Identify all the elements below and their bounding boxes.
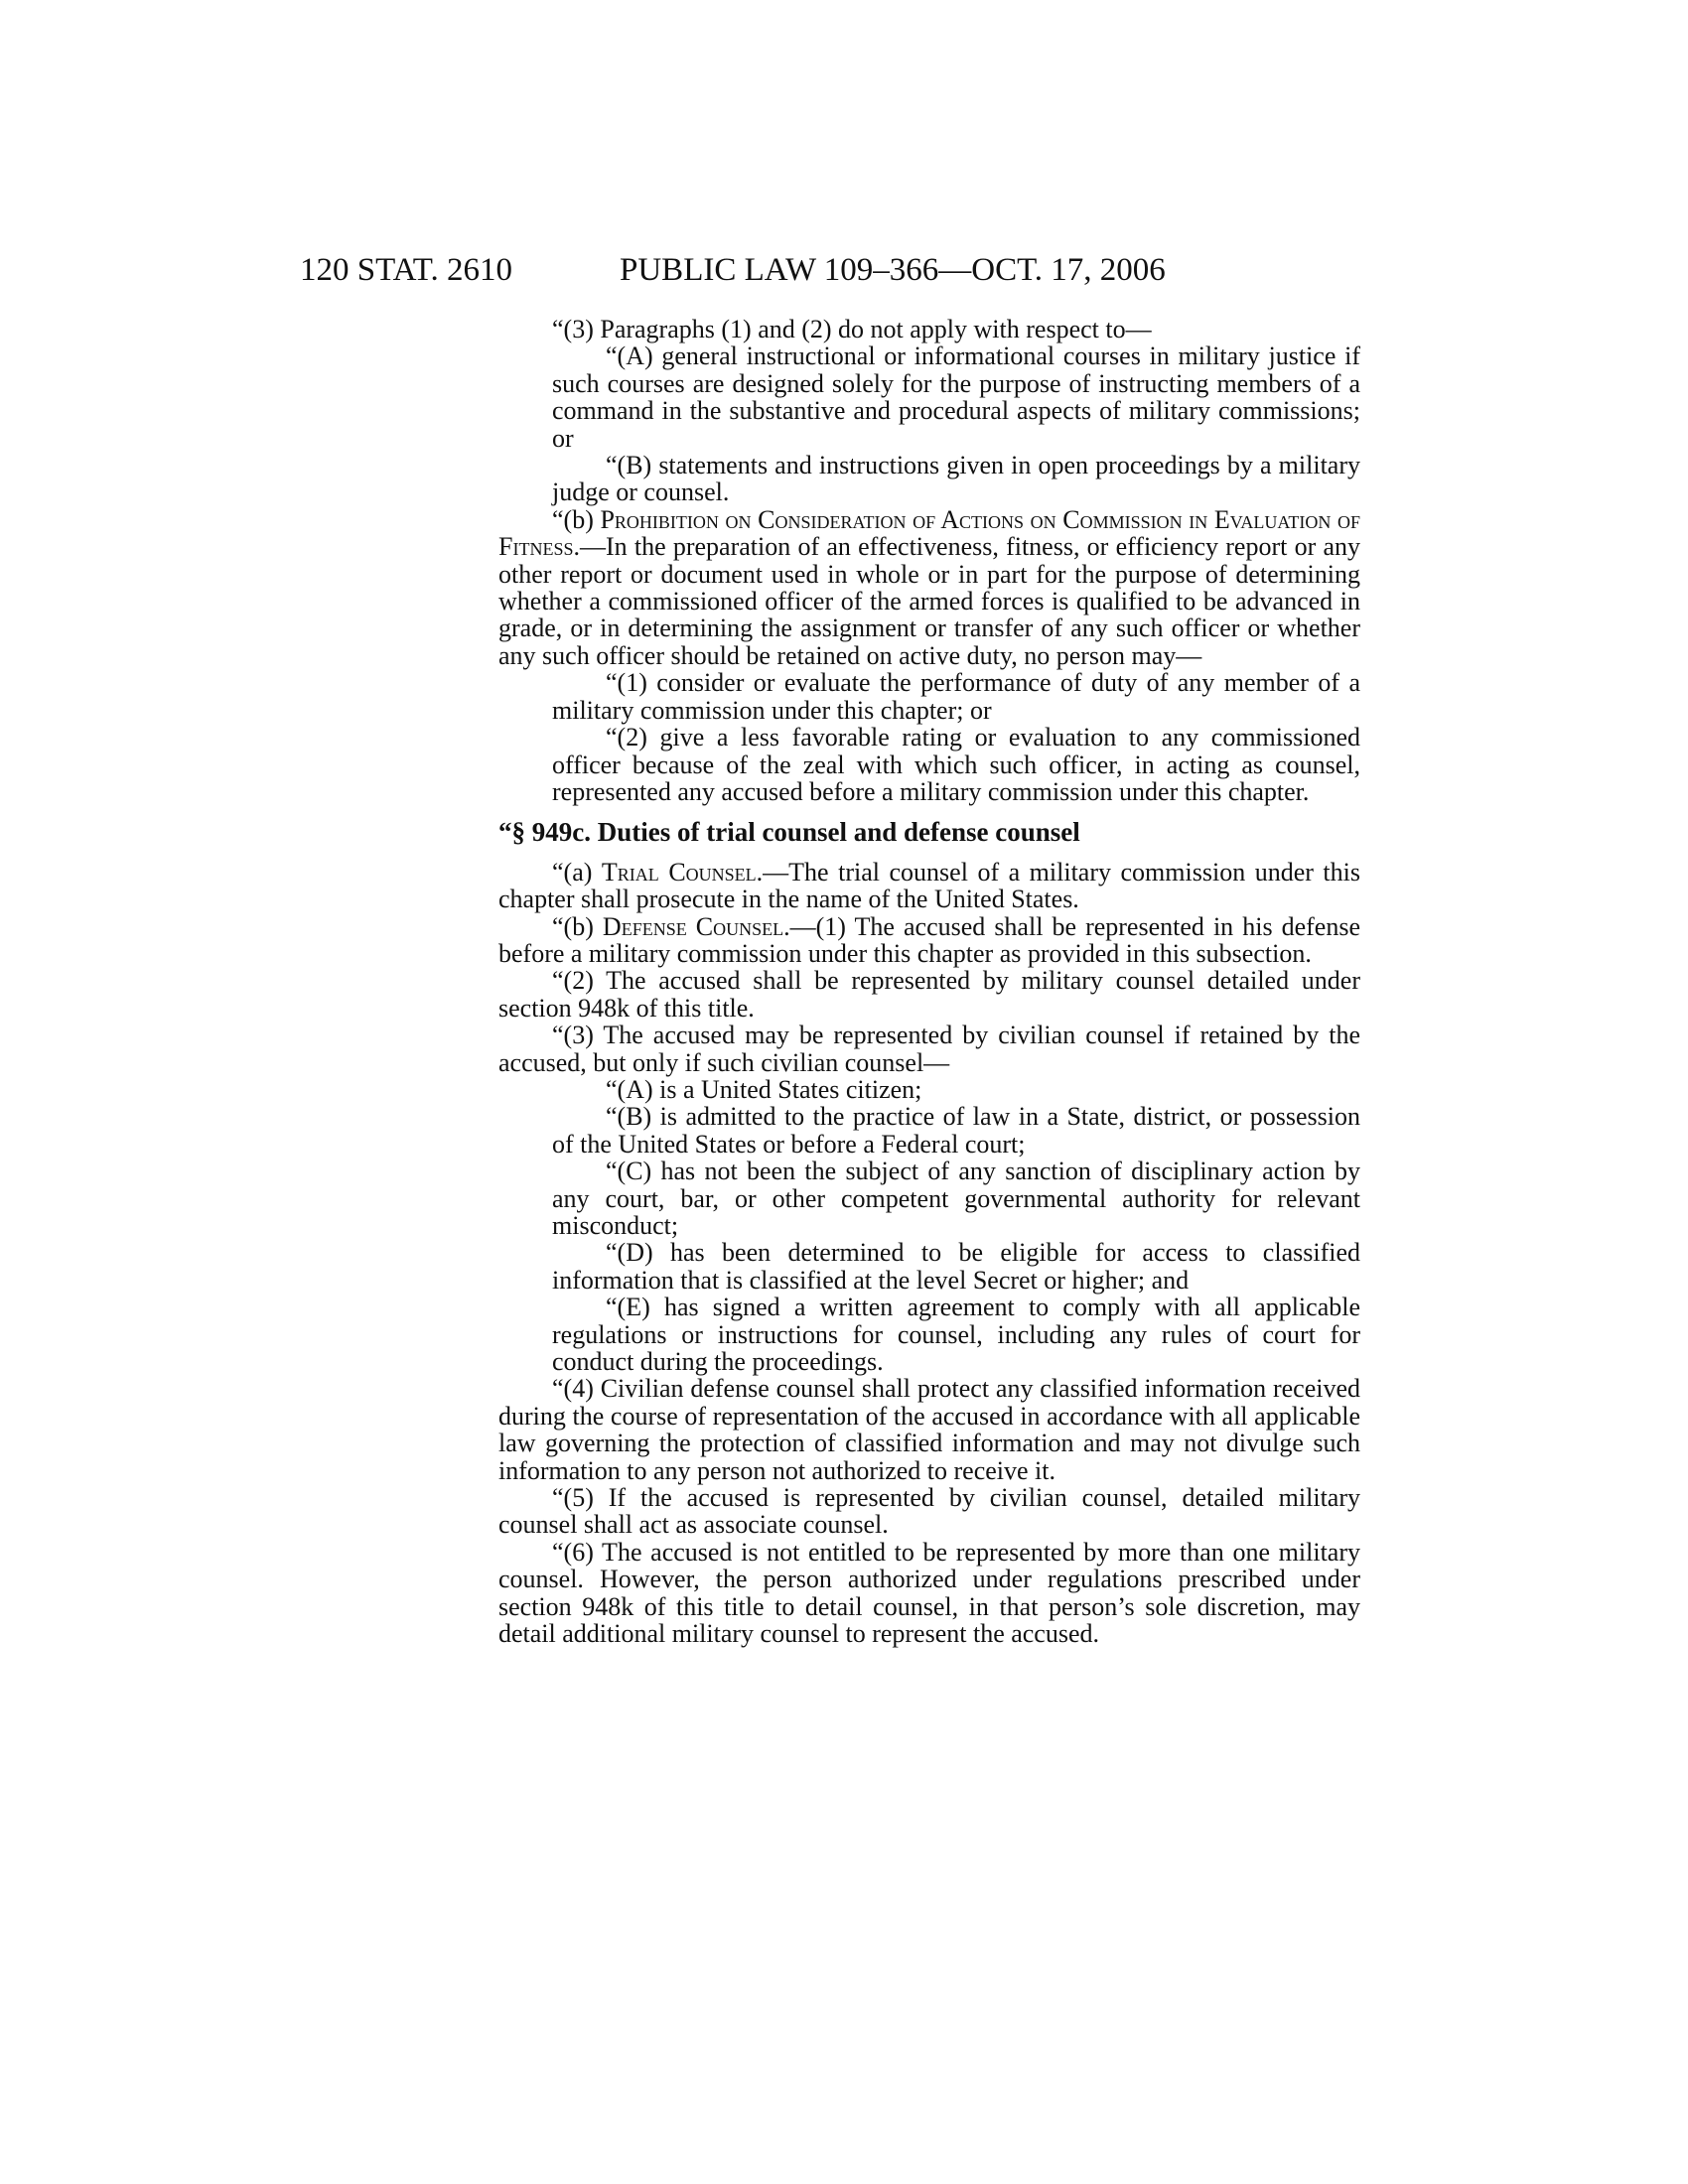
statute-page-number: 120 STAT. 2610	[300, 252, 513, 288]
paragraph	[498, 506, 1360, 669]
paragraph-text: —In the preparation of an effectiveness, fitness, or efficiency report or any other report or document used in whole or in part for the purpose of determining whether a commissioned officer of the armed forces is qualified to be advanced in grade, or in determining the assignment or transfer of any such officer or whether any such officer should be retained on active duty, no person may—	[498, 532, 1360, 670]
paragraph-lead: “(b)	[552, 504, 601, 534]
paragraph	[498, 859, 1360, 913]
public-law-title: PUBLIC LAW 109–366—OCT. 17, 2006	[620, 252, 1166, 288]
subsection-caption: Trial Counsel.	[601, 857, 764, 887]
paragraph	[498, 913, 1360, 968]
paragraph: “(E) has signed a written agreement to comply with all applicable regulations or instructions for counsel, including any rules of court for conduct during the proceedings.	[552, 1293, 1360, 1377]
document-body	[498, 316, 1360, 1648]
page-header	[300, 250, 1481, 290]
paragraph: “(B) is admitted to the practice of law in a State, district, or possession of the United States or before a Federal court;	[552, 1102, 1360, 1159]
paragraph: “(A) is a United States citizen;	[606, 1074, 922, 1104]
paragraph: “(2) give a less favorable rating or evaluation to any commissioned officer because of the zeal with which such officer, in acting as counsel, represented any accused before a military commission under this chapter.	[552, 723, 1360, 806]
subsection-caption: Defense Counsel.	[602, 911, 790, 941]
paragraph: “(2) The accused shall be represented by military counsel detailed under section 948k of this title.	[498, 966, 1360, 1023]
paragraph-text: —(1) The accused shall be represented in his defense before a military commission under this chapter as provided in this subsection.	[498, 911, 1361, 968]
section-heading: “§ 949c. Duties of trial counsel and defense counsel	[498, 817, 1080, 848]
paragraph: “(D) has been determined to be eligible for access to classified information that is classified at the level Secret or higher; and	[552, 1238, 1360, 1295]
paragraph: “(3) The accused may be represented by civilian counsel if retained by the accused, but only if such civilian counsel—	[498, 1021, 1360, 1077]
subsection-caption: Prohibition on Consideration of Actions on Commission in Evaluation of Fitness.	[498, 504, 1360, 562]
paragraph: “(5) If the accused is represented by civilian counsel, detailed military counsel shall act as associate counsel.	[498, 1483, 1360, 1540]
paragraph: “(4) Civilian defense counsel shall protect any classified information received during the course of representation of the accused in accordance with all applicable law governing the protection of classified information and may not divulge such information to any person not authorized to receive it.	[498, 1374, 1360, 1485]
paragraph-lead: “(b)	[552, 911, 603, 941]
paragraph: “(6) The accused is not entitled to be represented by more than one military counsel. However, the person authorized under regulations prescribed under section 948k of this title to detail counsel, in that person’s sole discretion, may detail additional military counsel to represent the accused.	[498, 1537, 1360, 1649]
paragraph-lead: “(a)	[552, 857, 602, 887]
paragraph: “(B) statements and instructions given in open proceedings by a military judge or counsel.	[552, 451, 1360, 507]
paragraph: “(A) general instructional or informational courses in military justice if such courses are designed solely for the purpose of instructing members of a command in the substantive and procedural aspects of military commissions; or	[552, 341, 1360, 453]
paragraph: “(3) Paragraphs (1) and (2) do not apply with respect to—	[552, 315, 1152, 343]
paragraph: “(1) consider or evaluate the performance of duty of any member of a military commission under this chapter; or	[552, 668, 1360, 725]
paragraph-text: —The trial counsel of a military commission under this chapter shall prosecute in the name of the United States.	[498, 857, 1360, 914]
paragraph: “(C) has not been the subject of any sanction of disciplinary action by any court, bar, or other competent governmental authority for relevant misconduct;	[552, 1157, 1360, 1240]
